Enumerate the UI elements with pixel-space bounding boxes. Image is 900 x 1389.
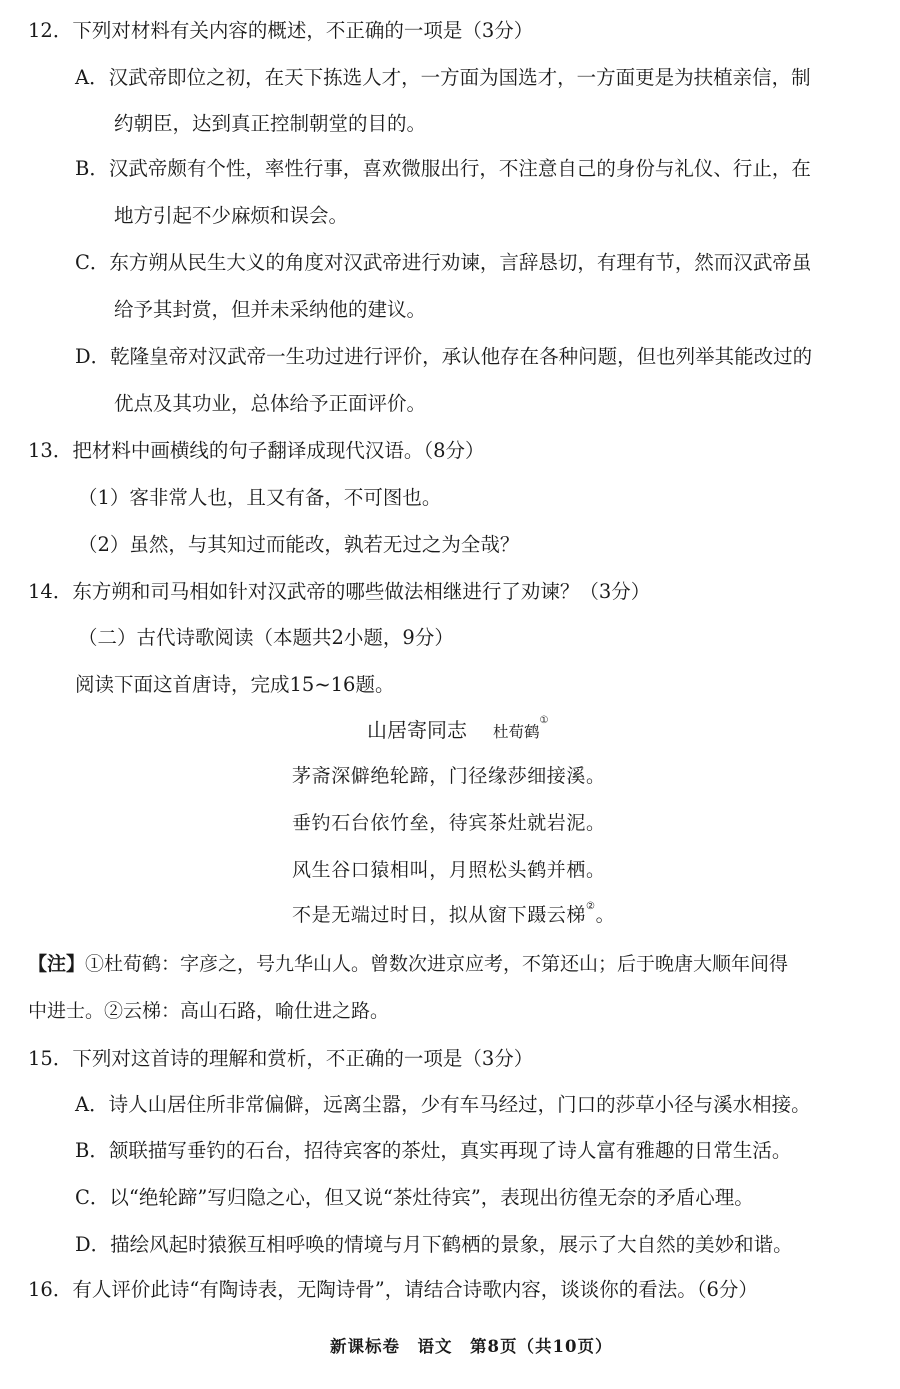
note-line-1: [28, 955, 788, 974]
question-12-stem: 12．下列对材料有关内容的概述，不正确的一项是（3分）: [28, 19, 534, 42]
note-line-2: 中进士。②云梯：高山石路，喻仕进之路。: [28, 1000, 390, 1022]
question-15-stem: 15．下列对这首诗的理解和赏析，不正确的一项是（3分）: [28, 1047, 534, 1070]
q12-option-a-line2: 约朝臣，达到真正控制朝堂的目的。: [114, 112, 427, 135]
poem-line-4-end: 。: [595, 904, 616, 926]
q12-option-d-line2: 优点及其功业，总体给予正面评价。: [114, 392, 427, 415]
q15-option-c: C．以“绝轮蹄”写归隐之心，但又说“茶灶待宾”，表现出彷徨无奈的矛盾心理。: [75, 1186, 754, 1209]
section-2-heading: （二）古代诗歌阅读（本题共2小题，9分）: [78, 626, 454, 649]
poem-line-4-note-mark: ②: [586, 901, 596, 912]
q12-option-c-line1: C．东方朔从民生大义的角度对汉武帝进行劝谏，言辞恳切，有理有节，然而汉武帝虽: [75, 251, 812, 274]
poem-title-row: [367, 715, 549, 742]
note-text-1: ①杜荀鹤：字彦之，号九华山人。曾数次进京应考，不第还山；后于晚唐大顺年间得: [85, 953, 789, 975]
poem-line-1: 茅斋深僻绝轮蹄，门径缘莎细接溪。: [292, 765, 606, 787]
poem-line-4-row: [292, 901, 616, 926]
q12-option-a-line1: A．汉武帝即位之初，在天下拣选人才，一方面为国选才，一方面更是为扶植亲信，制: [75, 66, 811, 89]
q12-option-d-line1: D．乾隆皇帝对汉武帝一生功过进行评价，承认他存在各种问题，但也列举其能改过的: [75, 345, 813, 368]
q13-sentence-1: （1）客非常人也，且又有备，不可图也。: [78, 486, 442, 509]
question-13-stem: 13．把材料中画横线的句子翻译成现代汉语。（8分）: [28, 439, 485, 462]
q12-option-b-line1: B．汉武帝颇有个性，率性行事，喜欢微服出行，不注意自己的身份与礼仪、行止，在: [75, 157, 811, 180]
section-2-instruction: 阅读下面这首唐诗，完成15~16题。: [75, 673, 395, 696]
poem-line-2: 垂钓石台依竹垒，待宾茶灶就岩泥。: [292, 812, 606, 834]
q13-sentence-2: （2）虽然，与其知过而能改，孰若无过之为全哉？: [78, 533, 520, 556]
poem-author: 杜荀鹤: [493, 723, 540, 741]
page-footer: 新课标卷 语文 第8页（共10页）: [330, 1337, 613, 1356]
q15-option-b: B．颔联描写垂钓的石台，招待宾客的茶灶，真实再现了诗人富有雅趣的日常生活。: [75, 1139, 792, 1162]
q12-option-c-line2: 给予其封赏，但并未采纳他的建议。: [114, 298, 427, 321]
question-16-stem: 16．有人评价此诗“有陶诗表，无陶诗骨”，请结合诗歌内容，谈谈你的看法。（6分）: [28, 1278, 758, 1301]
poem-line-3: 风生谷口猿相叫，月照松头鹤并栖。: [292, 859, 606, 881]
poem-title: 山居寄同志: [367, 718, 467, 742]
note-label: 【注】: [28, 953, 86, 975]
q12-option-b-line2: 地方引起不少麻烦和误会。: [114, 204, 349, 227]
poem-line-4: 不是无端过时日，拟从窗下蹑云梯: [292, 904, 587, 926]
q15-option-a: A．诗人山居住所非常偏僻，远离尘嚣，少有车马经过，门口的莎草小径与溪水相接。: [75, 1093, 811, 1116]
question-14-stem: 14．东方朔和司马相如针对汉武帝的哪些做法相继进行了劝谏？（3分）: [28, 580, 651, 603]
q15-option-d: D．描绘风起时猿猴互相呼唤的情境与月下鹤栖的景象，展示了大自然的美妙和谐。: [75, 1233, 793, 1256]
poem-author-note-mark: ①: [539, 715, 549, 726]
